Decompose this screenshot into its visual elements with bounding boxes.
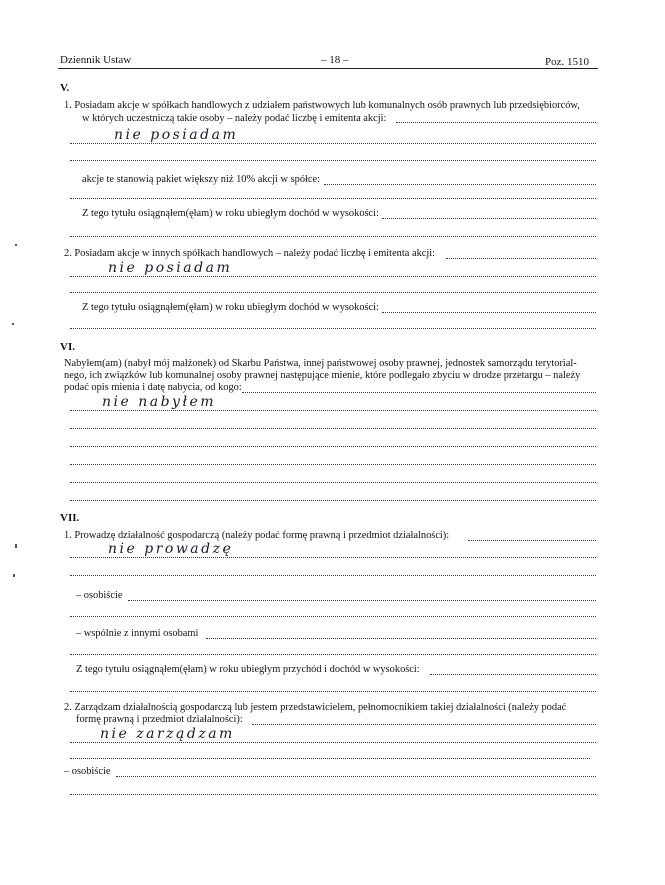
section-vii-personally2-label: – osobiście <box>64 766 111 777</box>
section-vii-item2-line1: 2. Zarządzam działalnością gospodarczą lub jestem przedstawicielem, pełnomocnikiem takiej działalności (należy podać <box>64 702 567 713</box>
handwritten-answer-vii1: nie prowadzę <box>108 541 234 557</box>
fill-line[interactable] <box>70 428 596 429</box>
fill-line[interactable] <box>430 674 596 675</box>
scan-speck <box>13 574 15 577</box>
fill-line[interactable] <box>70 482 596 483</box>
fill-line[interactable] <box>70 616 596 617</box>
handwritten-answer-vii2: nie zarządzam <box>100 726 235 742</box>
section-vii-jointly-label: – wspólnie z innymi osobami <box>76 628 199 639</box>
scan-speck <box>12 323 14 325</box>
fill-line[interactable] <box>70 292 596 293</box>
section-vii-item2-line2: formę prawną i przedmiot działalności): <box>76 714 243 725</box>
fill-line[interactable] <box>70 557 596 558</box>
fill-line[interactable] <box>70 328 596 329</box>
fill-line[interactable] <box>242 392 596 393</box>
fill-line[interactable] <box>70 143 596 144</box>
page-number: – 18 – <box>321 54 349 66</box>
handwritten-answer-v2: nie posiadam <box>108 260 233 276</box>
fill-line[interactable] <box>70 160 596 161</box>
fill-line[interactable] <box>70 276 596 277</box>
fill-line[interactable] <box>70 758 590 759</box>
section-v-item2: 2. Posiadam akcje w innych spółkach handlowych – należy podać liczbę i emitenta akcji: <box>64 248 436 259</box>
scan-speck <box>15 544 17 548</box>
fill-line[interactable] <box>70 446 596 447</box>
section-v-heading: V. <box>60 82 70 94</box>
section-vii-income-label: Z tego tytułu osiągnąłem(ęłam) w roku ubiegłym przychód i dochód w wysokości: <box>76 664 420 675</box>
fill-line[interactable] <box>70 464 596 465</box>
fill-line[interactable] <box>468 540 596 541</box>
section-v-income1-label: Z tego tytułu osiągnąłem(ęłam) w roku ubiegłym dochód w wysokości: <box>82 208 379 219</box>
handwritten-answer-vi: nie nabyłem <box>102 394 217 410</box>
section-vi-heading: VI. <box>60 341 75 353</box>
fill-line[interactable] <box>206 638 596 639</box>
scan-speck <box>15 244 17 246</box>
header-rule <box>58 68 598 69</box>
fill-line[interactable] <box>70 575 596 576</box>
fill-line[interactable] <box>324 184 596 185</box>
fill-line[interactable] <box>128 600 596 601</box>
handwritten-answer-v1: nie posiadam <box>114 127 239 143</box>
fill-line[interactable] <box>70 691 596 692</box>
journal-title: Dziennik Ustaw <box>60 54 132 66</box>
fill-line[interactable] <box>70 654 596 655</box>
section-vii-item1: 1. Prowadzę działalność gospodarczą (należy podać formę prawną i przedmiot działalności): <box>64 530 450 541</box>
section-vii-personally-label: – osobiście <box>76 590 123 601</box>
fill-line[interactable] <box>252 724 596 725</box>
fill-line[interactable] <box>116 776 596 777</box>
section-v-item1-line1: 1. Posiadam akcje w spółkach handlowych z udziałem państwowych lub komunalnych osób prawnych lub przedsiębiorców, <box>64 100 580 111</box>
fill-line[interactable] <box>382 218 596 219</box>
section-vi-line2: nego, ich związków lub komunalnej osoby prawnej następujące mienie, które podlegało zbyciu w drodze przetargu – należy <box>64 370 581 381</box>
section-v-item1-line2: w których uczestniczą takie osoby – należy podać liczbę i emitenta akcji: <box>82 113 387 124</box>
section-vii-heading: VII. <box>60 512 80 524</box>
section-vi-line1: Nabyłem(am) (nabył mój małżonek) od Skarbu Państwa, innej państwowej osoby prawnej, jednostek samorządu terytorial- <box>64 358 577 369</box>
fill-line[interactable] <box>70 794 596 795</box>
fill-line[interactable] <box>70 742 596 743</box>
fill-line[interactable] <box>446 258 596 259</box>
position-number: Poz. 1510 <box>545 56 589 68</box>
fill-line[interactable] <box>70 198 596 199</box>
fill-line[interactable] <box>382 312 596 313</box>
section-v-stake-label: akcje te stanowią pakiet większy niż 10% akcji w spółce: <box>82 174 321 185</box>
fill-line[interactable] <box>70 410 596 411</box>
fill-line[interactable] <box>70 500 596 501</box>
fill-line[interactable] <box>396 122 596 123</box>
section-vi-line3: podać opis mienia i datę nabycia, od kogo: <box>64 382 242 393</box>
section-v-income2-label: Z tego tytułu osiągnąłem(ęłam) w roku ubiegłym dochód w wysokości: <box>82 302 379 313</box>
fill-line[interactable] <box>70 236 596 237</box>
